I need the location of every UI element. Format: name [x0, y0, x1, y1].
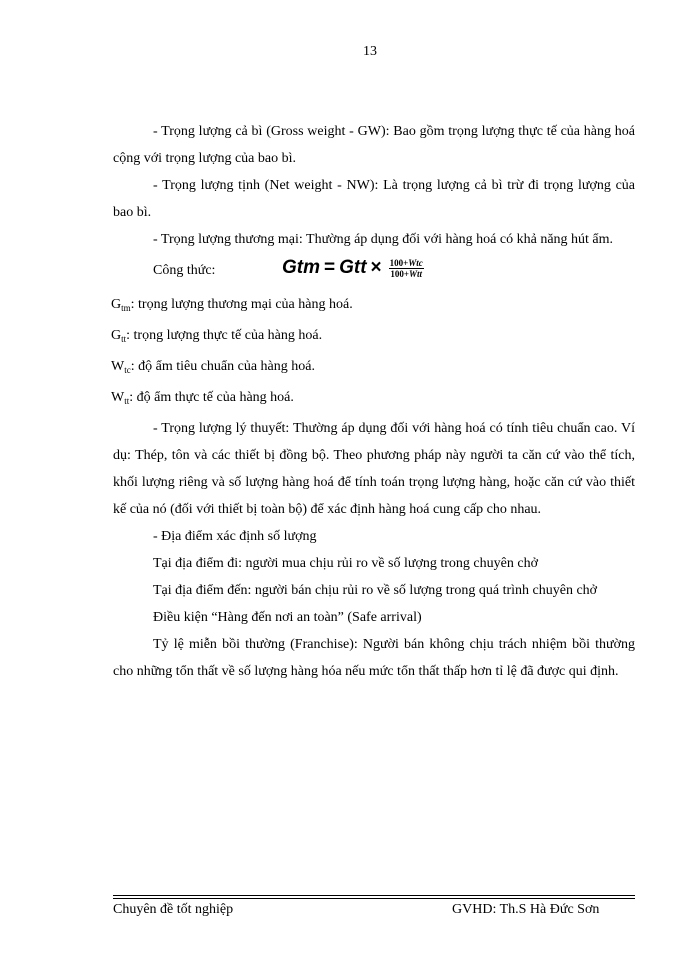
location-safe-arrival: Điều kiện “Hàng đến nơi an toàn” (Safe arrival)	[153, 610, 422, 625]
formula-row	[113, 257, 635, 289]
denominator-var: Wtt	[409, 268, 423, 279]
footer-rule-second	[113, 898, 635, 899]
definition-symbol: W	[111, 390, 125, 405]
definition-subscript: tm	[121, 303, 131, 313]
numerator-prefix: 100+	[389, 257, 409, 268]
location-heading: - Địa điểm xác định số lượng	[153, 529, 317, 544]
definition-text: : trọng lượng thực tế của hàng hoá.	[126, 328, 323, 343]
definition-subscript: tt	[121, 334, 127, 344]
definition-text: : trọng lượng thương mại của hàng hoá.	[130, 297, 353, 312]
definition-subscript: tt	[124, 396, 130, 406]
formula-fraction	[389, 258, 424, 279]
formula-times: ×	[370, 257, 382, 278]
definition-wtt	[111, 384, 635, 415]
location-arrival: Tại địa điểm đến: người bán chịu rủi ro về số lượng trong quá trình chuyên chở	[153, 583, 598, 598]
page-number: 13	[363, 44, 377, 59]
definition-text: : độ ẩm thực tế của hàng hoá.	[129, 390, 294, 405]
formula-label: Công thức:	[153, 263, 216, 278]
paragraph-theoretical-weight: - Trọng lượng lý thuyết: Thường áp dụng đối với hàng hoá có tính tiêu chuẩn cao. Ví dụ: Thép, tôn và các thiết bị đồng bộ. Theo phương pháp này người ta căn cứ vào thể tích, khối lượng riêng và số lượng hàng hoá để tính toán trọng lượng hàng, hoặc căn cứ vào thiết kế của nó (đối với thiết bị toàn bộ) để xác định hàng hoá cung cấp cho nhau.	[113, 421, 635, 517]
formula-denominator	[389, 269, 423, 279]
definition-text: : độ ẩm tiêu chuẩn của hàng hoá.	[130, 359, 315, 374]
formula-numerator	[389, 258, 424, 269]
formula-lhs: Gtm	[282, 257, 320, 278]
location-departure: Tại địa điểm đi: người mua chịu rủi ro về số lượng trong chuyên chở	[153, 556, 538, 571]
footer-rule	[113, 895, 635, 896]
definition-symbol: W	[111, 359, 125, 374]
numerator-var: Wtc	[408, 257, 423, 268]
footer-thesis-title: Chuyên đề tốt nghiệp	[113, 902, 234, 917]
paragraph-commercial-weight: - Trọng lượng thương mại: Thường áp dụng đối với hàng hoá có khả năng hút ẩm.	[153, 232, 614, 247]
definition-gtm	[111, 291, 635, 322]
paragraph-net-weight: - Trọng lượng tịnh (Net weight - NW): Là trọng lượng cả bì trừ đi trọng lượng của bao bì.	[113, 178, 635, 220]
definition-gtt	[111, 322, 635, 353]
definition-subscript: tc	[124, 365, 131, 375]
document-body	[113, 118, 635, 685]
definition-symbol: G	[111, 328, 122, 343]
definition-symbol: G	[111, 297, 122, 312]
paragraph-franchise: Tỷ lệ miễn bồi thường (Franchise): Người bán không chịu trách nhiệm bồi thường cho những tổn thất về số lượng hàng hóa nếu mức tổn thất thấp hơn tỉ lệ đã được qui định.	[113, 637, 635, 679]
footer-advisor: GVHD: Th.S Hà Đức Sơn	[452, 902, 600, 917]
formula-rhs: Gtt	[339, 257, 367, 278]
definition-wtc	[111, 353, 635, 384]
denominator-prefix: 100+	[390, 268, 410, 279]
formula-equals: =	[324, 257, 336, 278]
commercial-weight-formula	[282, 257, 424, 279]
paragraph-gross-weight: - Trọng lượng cả bì (Gross weight - GW): Bao gồm trọng lượng thực tế của hàng hoá cộng với trọng lượng của bao bì.	[113, 124, 635, 166]
